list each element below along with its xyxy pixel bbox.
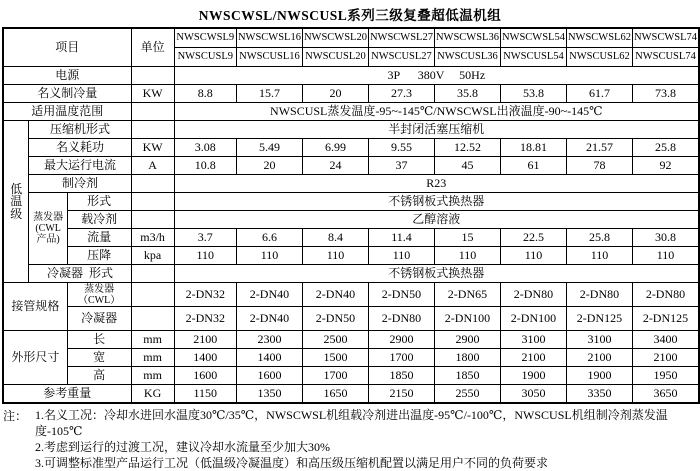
value-cell: 2100 [566,349,632,367]
value-cell: 110 [174,247,236,265]
value-cell: 1400 [236,349,302,367]
value-cell: 1700 [368,349,434,367]
value-cell: 25.8 [566,229,632,247]
value-cell: 18.81 [500,139,566,157]
notes-prefix: 注： [3,409,28,423]
table-row [3,385,699,404]
value-cell: 2-DN40 [302,283,368,307]
table-row [3,157,699,175]
value-cell: 1850 [434,367,500,385]
table-row [3,193,699,211]
model-header-cell: NWSCUSL9 [174,48,236,67]
value-cell: 110 [236,247,302,265]
row-label-coolant: 载冷剂 [67,211,131,229]
value-cell: 2-DN65 [434,283,500,307]
row-label-max-current: 最大运行电流 [29,157,131,175]
row-label-capacity: 名义制冷量 [3,85,131,103]
value-cell: 2-DN80 [566,283,632,307]
row-label-length: 长 [67,331,131,349]
value-cell: 1900 [566,367,632,385]
value-cell: 11.4 [368,229,434,247]
table-row [3,85,699,103]
value-cell: 53.8 [500,85,566,103]
table-row [3,28,699,48]
model-header-cell: NWSCUSL27 [368,48,434,67]
table-row [3,67,699,85]
unit-cell [131,175,174,193]
page-title: NWSCWSL/NWSCUSL系列三级复叠超低温机组 [198,8,502,23]
value-cell: 35.8 [434,85,500,103]
value-cell: 2300 [236,331,302,349]
unit-cell [131,103,174,121]
model-header-cell: NWSCUSL62 [566,48,632,67]
value-cell: 2900 [434,331,500,349]
unit-cell [131,265,174,283]
unit-cell: A [131,157,174,175]
value-cell: 1900 [500,367,566,385]
value-cell: 30.8 [632,229,699,247]
value-cell: 3100 [500,331,566,349]
table-row [3,307,699,331]
group-label-low-stage: 低温级 [3,121,29,283]
value-cell: 12.52 [434,139,500,157]
value-cell: 2100 [500,349,566,367]
unit-cell: KW [131,85,174,103]
value-cell: 5.49 [236,139,302,157]
value-cell: 1700 [302,367,368,385]
value-cell: 2900 [368,331,434,349]
row-label-height: 高 [67,367,131,385]
value-cell: 2-DN80 [500,283,566,307]
value-cell: 45 [434,157,500,175]
value-cell: 110 [368,247,434,265]
note-line: 2.考虑到运行的过渡工况，建议冷却水流量至少加大30% [35,440,330,454]
value-cell: 110 [302,247,368,265]
header-item-cell: 项目 [3,28,131,67]
unit-cell [131,67,174,85]
value-cell: 15 [434,229,500,247]
model-header-cell: NWSCWSL36 [434,28,500,48]
value-cell: 73.8 [632,85,699,103]
table-row [3,175,699,193]
value-cell: 2550 [434,385,500,404]
table-row [3,139,699,157]
model-header-cell: NWSCWSL74 [632,28,699,48]
row-label-power: 电源 [3,67,131,85]
unit-cell [131,193,174,211]
row-label-pipe-cond: 冷凝器 [67,307,131,331]
value-cell: 110 [566,247,632,265]
unit-cell: kpa [131,247,174,265]
row-label-weight: 参考重量 [3,385,131,404]
table-row [3,229,699,247]
refrigerant-value-cell: R23 [174,175,699,193]
model-header-cell: NWSCWSL9 [174,28,236,48]
value-cell: 2-DN100 [500,307,566,331]
value-cell: 1500 [302,349,368,367]
value-cell: 2-DN80 [368,307,434,331]
unit-cell [131,121,174,139]
value-cell: 2-DN50 [302,307,368,331]
table-row [3,103,699,121]
model-header-cell: NWSCWSL54 [500,28,566,48]
value-cell: 2-DN40 [236,283,302,307]
value-cell: 2-DN80 [632,283,699,307]
value-cell: 3100 [566,331,632,349]
model-header-cell: NWSCWSL62 [566,28,632,48]
value-cell: 2-DN125 [632,307,699,331]
unit-cell: mm [131,331,174,349]
condenser-type-value-cell: 不锈钢板式换热器 [174,265,699,283]
value-cell: 1950 [632,367,699,385]
unit-cell [131,307,174,331]
model-header-cell: NWSCWSL20 [302,28,368,48]
table-row [3,211,699,229]
row-label-width: 宽 [67,349,131,367]
value-cell: 9.55 [368,139,434,157]
value-cell: 15.7 [236,85,302,103]
value-cell: 3650 [632,385,699,404]
value-cell: 2100 [174,331,236,349]
model-header-cell: NWSCUSL74 [632,48,699,67]
unit-cell [131,211,174,229]
unit-cell: KW [131,139,174,157]
value-cell: 2-DN100 [434,307,500,331]
temp-range-value-cell: NWSCUSL蒸发温度-95~-145℃/NWSCWSL出液温度-90~-145℃ [174,103,699,121]
note-line: 1.名义工况：冷却水进回水温度30℃/35℃，NWSCWSL机组载冷剂进出温度-95℃/-100℃，NWSCUSL机组制冷剂蒸发温度-105℃ [35,408,668,438]
value-cell: 1650 [302,385,368,404]
value-cell: 1400 [174,349,236,367]
row-label-flow: 流量 [67,229,131,247]
notes-list [35,407,700,471]
value-cell: 1850 [368,367,434,385]
value-cell: 2150 [368,385,434,404]
value-cell: 110 [632,247,699,265]
unit-cell [131,283,174,307]
value-cell: 37 [368,157,434,175]
group-label-dimensions: 外形尺寸 [3,331,67,385]
value-cell: 110 [500,247,566,265]
group-label-evaporator: 蒸发器(CWL产品) [29,193,67,265]
value-cell: 92 [632,157,699,175]
unit-cell: mm [131,349,174,367]
value-cell: 21.57 [566,139,632,157]
coolant-value-cell: 乙醇溶液 [174,211,699,229]
power-value-cell: 3P 380V 50Hz [174,67,699,85]
row-label-evap-type: 形式 [67,193,131,211]
row-label-condenser-type: 冷凝器 形式 [29,265,131,283]
value-cell: 1800 [434,349,500,367]
table-row [3,349,699,367]
model-header-cell: NWSCUSL36 [434,48,500,67]
value-cell: 1600 [236,367,302,385]
row-label-temp-range: 适用温度范围 [3,103,131,121]
unit-cell: m3/h [131,229,174,247]
value-cell: 2-DN40 [236,307,302,331]
row-label-refrigerant: 制冷剂 [29,175,131,193]
value-cell: 6.99 [302,139,368,157]
table-row [3,367,699,385]
value-cell: 10.8 [174,157,236,175]
value-cell: 2-DN125 [566,307,632,331]
value-cell: 24 [302,157,368,175]
model-header-cell: NWSCWSL27 [368,28,434,48]
value-cell: 2500 [302,331,368,349]
value-cell: 20 [236,157,302,175]
spec-table [2,27,700,404]
row-label-pipe-evap: 蒸发器（CWL） [67,283,131,307]
note-line: 3.可调整标准型产品运行工况（低温级冷凝温度）和高压级压缩机配置以满足用户不同的负荷要求 [35,456,549,470]
value-cell: 61 [500,157,566,175]
unit-cell: KG [131,385,174,404]
table-row [3,331,699,349]
table-row [3,121,699,139]
value-cell: 3400 [632,331,699,349]
value-cell: 78 [566,157,632,175]
value-cell: 2-DN50 [368,283,434,307]
value-cell: 3.08 [174,139,236,157]
value-cell: 3050 [500,385,566,404]
value-cell: 2100 [632,349,699,367]
row-label-power-input: 名义耗功 [29,139,131,157]
value-cell: 110 [434,247,500,265]
table-row [3,265,699,283]
compressor-value-cell: 半封闭活塞压缩机 [174,121,699,139]
table-row [3,247,699,265]
evap-type-value-cell: 不锈钢板式换热器 [174,193,699,211]
model-header-cell: NWSCUSL20 [302,48,368,67]
value-cell: 8.4 [302,229,368,247]
value-cell: 8.8 [174,85,236,103]
table-row [3,283,699,307]
value-cell: 20 [302,85,368,103]
unit-cell: mm [131,367,174,385]
row-label-compressor: 压缩机形式 [29,121,131,139]
value-cell: 1150 [174,385,236,404]
group-label-piping: 接管规格 [3,283,67,331]
model-header-cell: NWSCWSL16 [236,28,302,48]
value-cell: 3350 [566,385,632,404]
value-cell: 27.3 [368,85,434,103]
value-cell: 22.5 [500,229,566,247]
value-cell: 2-DN32 [174,307,236,331]
value-cell: 25.8 [632,139,699,157]
value-cell: 2-DN32 [174,283,236,307]
value-cell: 6.6 [236,229,302,247]
model-header-cell: NWSCUSL54 [500,48,566,67]
value-cell: 1350 [236,385,302,404]
header-unit-cell: 单位 [131,28,174,67]
value-cell: 1600 [174,367,236,385]
notes-section [0,404,700,471]
model-header-cell: NWSCUSL16 [236,48,302,67]
row-label-pressure-drop: 压降 [67,247,131,265]
value-cell: 3.7 [174,229,236,247]
value-cell: 61.7 [566,85,632,103]
